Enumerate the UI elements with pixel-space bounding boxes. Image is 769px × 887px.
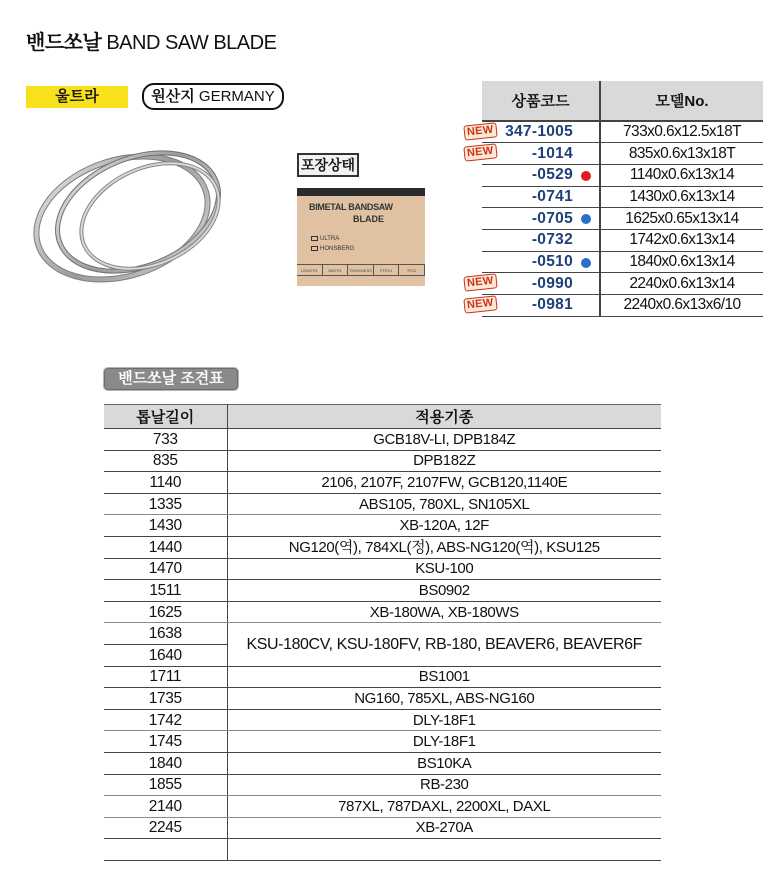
title-korean: 밴드쏘날: [26, 32, 102, 54]
blade-length-cell: 1640: [104, 644, 227, 666]
model-no-cell: 1742x0.6x13x14: [600, 229, 763, 251]
table-row: [482, 295, 763, 317]
table-header-row: [104, 405, 661, 429]
applicable-models-cell: XB-120A, 12F: [227, 515, 661, 537]
packaging-option: HONSBERG: [311, 246, 354, 252]
checkbox-icon: [311, 246, 318, 251]
product-code: -0529: [531, 166, 573, 184]
table-row: [104, 472, 661, 494]
table-row: [104, 601, 661, 623]
compatibility-table: [104, 404, 661, 861]
model-no-cell: 1430x0.6x13x14: [600, 186, 763, 208]
blade-length-cell: 1140: [104, 472, 227, 494]
product-code-cell: [466, 273, 600, 295]
table-row: [104, 558, 661, 580]
product-code: -1014: [531, 144, 573, 162]
origin-label: 원산지: [151, 88, 195, 105]
table-row: [104, 709, 661, 731]
product-code: -0705: [531, 209, 573, 227]
table-row: [104, 688, 661, 710]
header-blade-length: 톱날길이: [104, 405, 227, 429]
blade-length-cell: 2140: [104, 796, 227, 818]
applicable-models-cell: XB-270A: [227, 817, 661, 839]
blue-dot-icon: [581, 258, 591, 268]
blade-length-cell: 733: [104, 429, 227, 451]
band-saw-blade-image: [30, 140, 230, 290]
applicable-models-cell: NG160, 785XL, ABS-NG160: [227, 688, 661, 710]
product-code: -0510: [531, 252, 573, 270]
blade-length-cell: 1430: [104, 515, 227, 537]
table-row: [482, 273, 763, 295]
table-row: [104, 429, 661, 451]
blade-length-cell: 1511: [104, 580, 227, 602]
table-row: [482, 164, 763, 186]
table-row: [104, 580, 661, 602]
table-row: [482, 208, 763, 230]
model-no-cell: 1140x0.6x13x14: [600, 164, 763, 186]
product-code-cell: [466, 121, 600, 143]
product-code: -0732: [531, 231, 573, 249]
packaging-text-line2: BLADE: [353, 214, 384, 224]
applicable-models-cell: KSU-180CV, KSU-180FV, RB-180, BEAVER6, BEAVER6F: [227, 623, 661, 666]
product-code-cell: [482, 208, 600, 230]
packaging-box-image: [297, 188, 425, 286]
header-applicable-models: 적용기종: [227, 405, 661, 429]
new-badge: NEW: [463, 274, 497, 292]
blade-length-cell: 1638: [104, 623, 227, 645]
product-code-cell: [482, 251, 600, 273]
blade-length-cell: 1855: [104, 774, 227, 796]
applicable-models-cell: BS10KA: [227, 752, 661, 774]
table-header-row: [482, 81, 763, 121]
product-code-cell: [482, 164, 600, 186]
table-row: [482, 229, 763, 251]
table-row: [482, 186, 763, 208]
compat-section-label: 밴드쏘날 조견표: [103, 367, 239, 391]
table-row: [104, 774, 661, 796]
applicable-models-cell: KSU-100: [227, 558, 661, 580]
applicable-models-cell: GCB18V-LI, DPB184Z: [227, 429, 661, 451]
header-model-no: 모델No.: [600, 81, 763, 121]
blade-length-cell: 1440: [104, 536, 227, 558]
product-code-cell: [466, 143, 600, 165]
product-code-table: [466, 81, 763, 317]
applicable-models-cell: 787XL, 787DAXL, 2200XL, DAXL: [227, 796, 661, 818]
applicable-models-cell: DLY-18F1: [227, 731, 661, 753]
product-code-cell: [482, 186, 600, 208]
origin-value: GERMANY: [198, 88, 275, 105]
applicable-models-cell: 2106, 2107F, 2107FW, GCB120,1140E: [227, 472, 661, 494]
applicable-models-cell: BS0902: [227, 580, 661, 602]
product-code-cell: [482, 229, 600, 251]
table-row: [482, 121, 763, 143]
brand-badge: 울트라: [26, 86, 128, 108]
new-badge: NEW: [463, 295, 497, 313]
blade-length-cell: 835: [104, 450, 227, 472]
applicable-models-cell: RB-230: [227, 774, 661, 796]
blue-dot-icon: [581, 214, 591, 224]
packaging-mini-table: LENGTH WIDTH THICKNESS PITCH PCS: [297, 264, 425, 276]
table-row: [104, 493, 661, 515]
table-row: [104, 796, 661, 818]
blade-length-cell: 1470: [104, 558, 227, 580]
blade-length-cell: 1335: [104, 493, 227, 515]
table-row: [104, 536, 661, 558]
table-row: [104, 817, 661, 839]
table-row: [482, 143, 763, 165]
red-dot-icon: [581, 171, 591, 181]
table-row: [482, 251, 763, 273]
applicable-models-cell: BS1001: [227, 666, 661, 688]
table-row: [104, 666, 661, 688]
applicable-models-cell: NG120(역), 784XL(정), ABS-NG120(역), KSU125: [227, 536, 661, 558]
model-no-cell: 1840x0.6x13x14: [600, 251, 763, 273]
model-no-cell: 2240x0.6x13x14: [600, 273, 763, 295]
blade-length-cell: 1742: [104, 709, 227, 731]
table-row: [104, 450, 661, 472]
checkbox-icon: [311, 236, 318, 241]
table-row: [104, 623, 661, 645]
new-badge: NEW: [463, 122, 497, 140]
blade-length-cell: 1625: [104, 601, 227, 623]
product-code: -0981: [531, 296, 573, 314]
header-product-code: 상품코드: [482, 81, 600, 121]
blade-length-cell: 1840: [104, 752, 227, 774]
applicable-models-cell: ABS105, 780XL, SN105XL: [227, 493, 661, 515]
packaging-option: ULTRA: [311, 236, 339, 242]
product-code: -0990: [531, 274, 573, 292]
applicable-models-cell: XB-180WA, XB-180WS: [227, 601, 661, 623]
table-row: [104, 731, 661, 753]
model-no-cell: 835x0.6x13x18T: [600, 143, 763, 165]
product-code-cell: [466, 295, 600, 317]
page-title: [26, 26, 276, 55]
packaging-text-line1: BIMETAL BANDSAW: [309, 202, 393, 212]
model-no-cell: 1625x0.65x13x14: [600, 208, 763, 230]
blade-length-cell: 2245: [104, 817, 227, 839]
title-english: BAND SAW BLADE: [106, 32, 277, 54]
applicable-models-cell: DLY-18F1: [227, 709, 661, 731]
model-no-cell: 733x0.6x12.5x18T: [600, 121, 763, 143]
blade-length-cell: 1745: [104, 731, 227, 753]
origin-badge: [142, 83, 284, 110]
new-badge: NEW: [463, 144, 497, 162]
packaging-label: 포장상태: [297, 153, 359, 177]
table-row: [104, 752, 661, 774]
applicable-models-cell: DPB182Z: [227, 450, 661, 472]
blade-length-cell: 1735: [104, 688, 227, 710]
product-code: -0741: [531, 187, 573, 205]
table-row: [104, 839, 661, 861]
packaging-top-bar: [297, 188, 425, 196]
table-row: [104, 515, 661, 537]
product-code: 347-1005: [505, 123, 573, 141]
blade-length-cell: 1711: [104, 666, 227, 688]
blade-length-cell: [104, 839, 227, 861]
model-no-cell: 2240x0.6x13x6/10: [600, 295, 763, 317]
applicable-models-cell: [227, 839, 661, 861]
